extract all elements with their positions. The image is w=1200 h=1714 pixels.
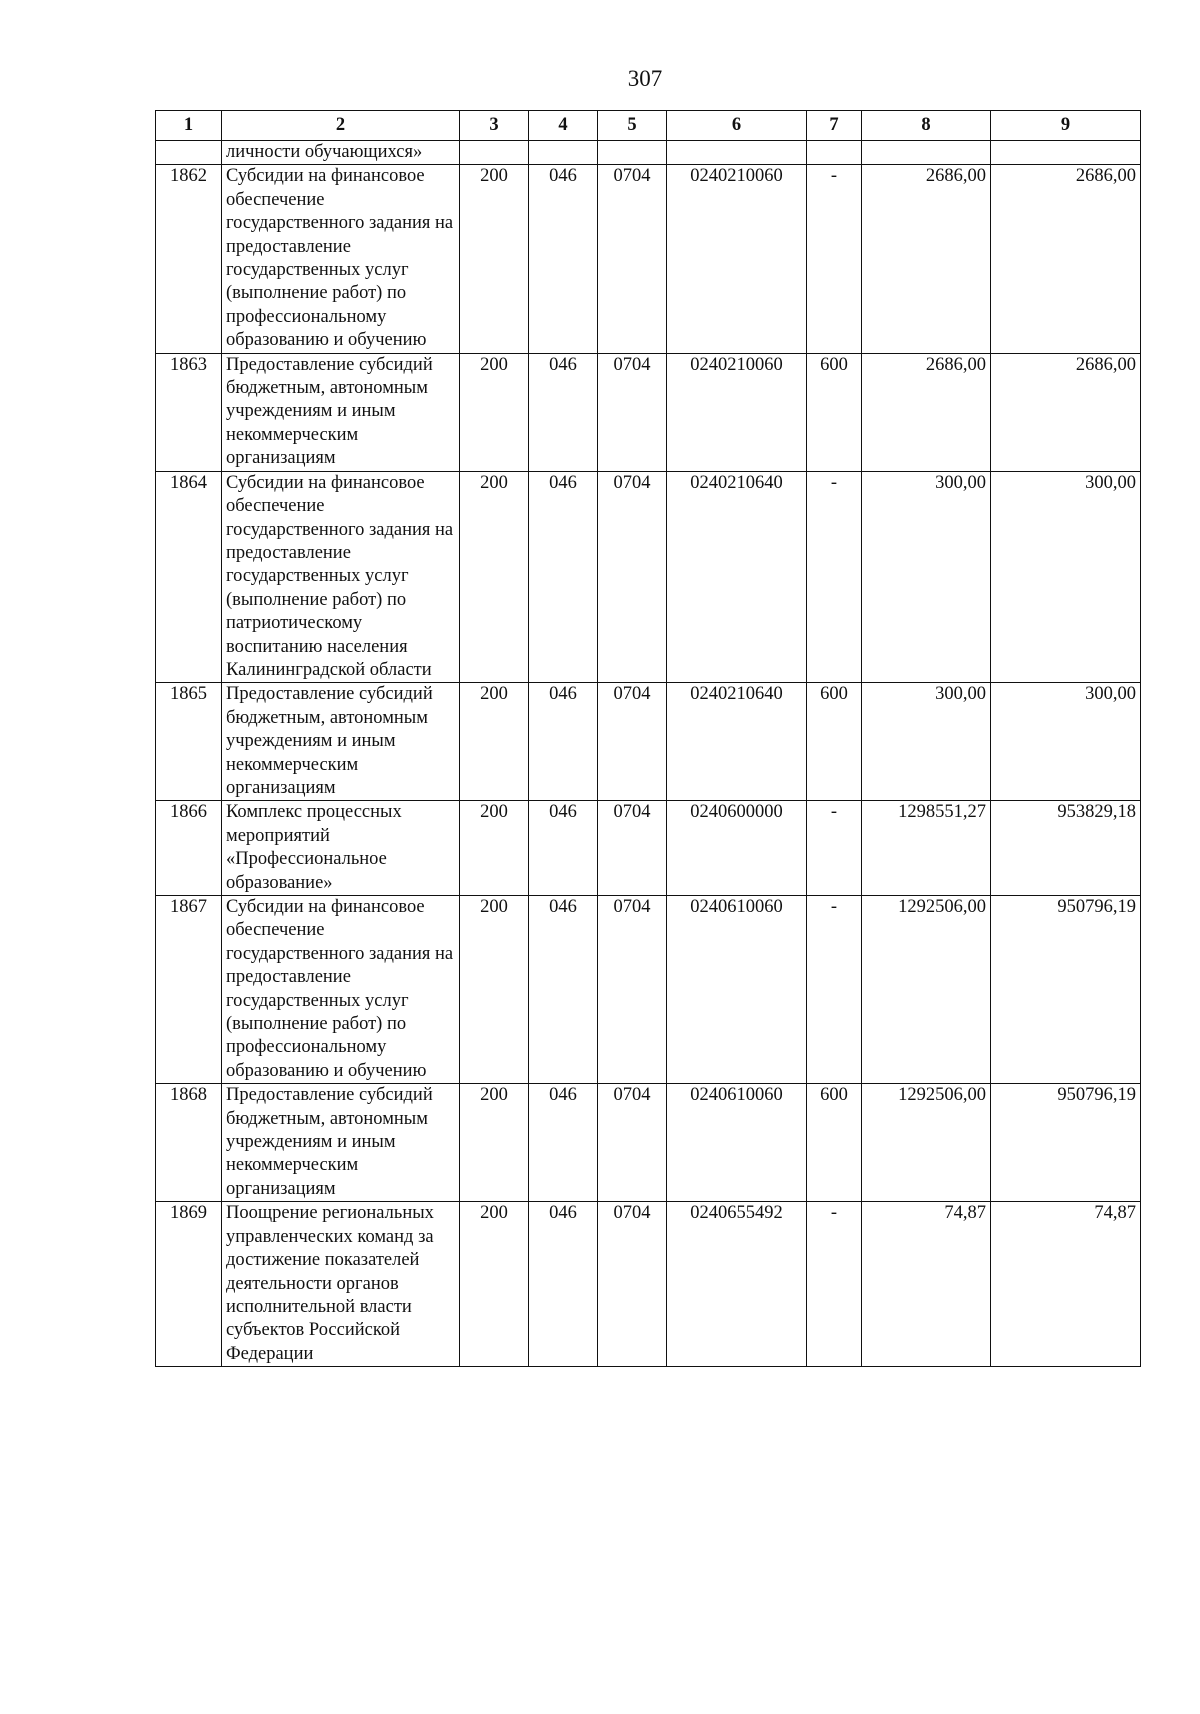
row-name-cell: Субсидии на финансовое обеспечение государственного задания на предоставление государственных услуг (выполнение работ) по патриотическому воспитанию населения Калининградской области	[222, 471, 460, 683]
col5-cell: 0704	[598, 165, 667, 353]
col8-amount-cell: 2686,00	[862, 165, 991, 353]
header-cell: 5	[598, 111, 667, 141]
col4-cell: 046	[529, 896, 598, 1084]
col9-amount-cell: 950796,19	[991, 1084, 1141, 1202]
col4-cell: 046	[529, 471, 598, 683]
col6-cell: 0240210060	[667, 353, 807, 471]
col8-amount-cell: 74,87	[862, 1202, 991, 1367]
col3-cell: 200	[460, 471, 529, 683]
col5-cell: 0704	[598, 471, 667, 683]
col4-cell: 046	[529, 1202, 598, 1367]
col5-cell: 0704	[598, 896, 667, 1084]
table-row	[156, 353, 1141, 471]
row-name-cell: Предоставление субсидий бюджетным, автономным учреждениям и иным некоммерческим организациям	[222, 683, 460, 801]
col6-cell: 0240210640	[667, 471, 807, 683]
col7-cell: -	[807, 801, 862, 896]
col3-cell: 200	[460, 801, 529, 896]
row-number-cell: 1864	[156, 471, 222, 683]
continuation-text: личности обучающихся»	[222, 141, 460, 165]
col9-amount-cell: 2686,00	[991, 353, 1141, 471]
header-cell: 7	[807, 111, 862, 141]
row-number-cell: 1868	[156, 1084, 222, 1202]
table-header-row	[156, 111, 1141, 141]
col4-cell: 046	[529, 683, 598, 801]
col8-amount-cell: 1298551,27	[862, 801, 991, 896]
col8-amount-cell: 1292506,00	[862, 896, 991, 1084]
col5-cell: 0704	[598, 683, 667, 801]
col3-cell: 200	[460, 683, 529, 801]
row-number-cell: 1863	[156, 353, 222, 471]
col4-cell: 046	[529, 801, 598, 896]
col7-cell: 600	[807, 1084, 862, 1202]
col6-cell: 0240210060	[667, 165, 807, 353]
table-row	[156, 1084, 1141, 1202]
col3-cell: 200	[460, 896, 529, 1084]
row-name-cell: Поощрение региональных управленческих команд за достижение показателей деятельности органов исполнительной власти субъектов Российской Федерации	[222, 1202, 460, 1367]
col8-amount-cell: 2686,00	[862, 353, 991, 471]
col7-cell: -	[807, 165, 862, 353]
table-row	[156, 801, 1141, 896]
continuation-row	[156, 141, 1141, 165]
table-row	[156, 1202, 1141, 1367]
table-row	[156, 683, 1141, 801]
row-number-cell: 1862	[156, 165, 222, 353]
col7-cell: -	[807, 1202, 862, 1367]
col3-cell: 200	[460, 353, 529, 471]
col8-amount-cell: 300,00	[862, 683, 991, 801]
row-name-cell: Субсидии на финансовое обеспечение государственного задания на предоставление государственных услуг (выполнение работ) по профессиональному образованию и обучению	[222, 896, 460, 1084]
row-name-cell: Предоставление субсидий бюджетным, автономным учреждениям и иным некоммерческим организациям	[222, 1084, 460, 1202]
col9-amount-cell: 953829,18	[991, 801, 1141, 896]
row-number-cell: 1865	[156, 683, 222, 801]
col5-cell: 0704	[598, 1084, 667, 1202]
col3-cell: 200	[460, 1084, 529, 1202]
col7-cell: 600	[807, 353, 862, 471]
table-row	[156, 471, 1141, 683]
col8-amount-cell: 1292506,00	[862, 1084, 991, 1202]
col3-cell: 200	[460, 1202, 529, 1367]
col8-amount-cell: 300,00	[862, 471, 991, 683]
col4-cell: 046	[529, 1084, 598, 1202]
header-cell: 3	[460, 111, 529, 141]
col4-cell: 046	[529, 165, 598, 353]
col5-cell: 0704	[598, 353, 667, 471]
col9-amount-cell: 74,87	[991, 1202, 1141, 1367]
header-cell: 1	[156, 111, 222, 141]
header-cell: 2	[222, 111, 460, 141]
col6-cell: 0240210640	[667, 683, 807, 801]
table-row	[156, 896, 1141, 1084]
row-name-cell: Субсидии на финансовое обеспечение государственного задания на предоставление государственных услуг (выполнение работ) по профессиональному образованию и обучению	[222, 165, 460, 353]
col6-cell: 0240610060	[667, 896, 807, 1084]
col7-cell: -	[807, 471, 862, 683]
col7-cell: 600	[807, 683, 862, 801]
col7-cell: -	[807, 896, 862, 1084]
col6-cell: 0240600000	[667, 801, 807, 896]
header-cell: 9	[991, 111, 1141, 141]
col9-amount-cell: 300,00	[991, 683, 1141, 801]
col5-cell: 0704	[598, 1202, 667, 1367]
row-number-cell: 1869	[156, 1202, 222, 1367]
header-cell: 6	[667, 111, 807, 141]
header-cell: 8	[862, 111, 991, 141]
table-row	[156, 165, 1141, 353]
col5-cell: 0704	[598, 801, 667, 896]
header-cell: 4	[529, 111, 598, 141]
col3-cell: 200	[460, 165, 529, 353]
col4-cell: 046	[529, 353, 598, 471]
row-name-cell: Комплекс процессных мероприятий «Профессиональное образование»	[222, 801, 460, 896]
col6-cell: 0240610060	[667, 1084, 807, 1202]
col9-amount-cell: 950796,19	[991, 896, 1141, 1084]
col6-cell: 0240655492	[667, 1202, 807, 1367]
row-name-cell: Предоставление субсидий бюджетным, автономным учреждениям и иным некоммерческим организациям	[222, 353, 460, 471]
row-number-cell: 1867	[156, 896, 222, 1084]
row-number-cell: 1866	[156, 801, 222, 896]
col9-amount-cell: 2686,00	[991, 165, 1141, 353]
budget-table	[155, 110, 1141, 1367]
page-number: 307	[627, 66, 663, 91]
col9-amount-cell: 300,00	[991, 471, 1141, 683]
